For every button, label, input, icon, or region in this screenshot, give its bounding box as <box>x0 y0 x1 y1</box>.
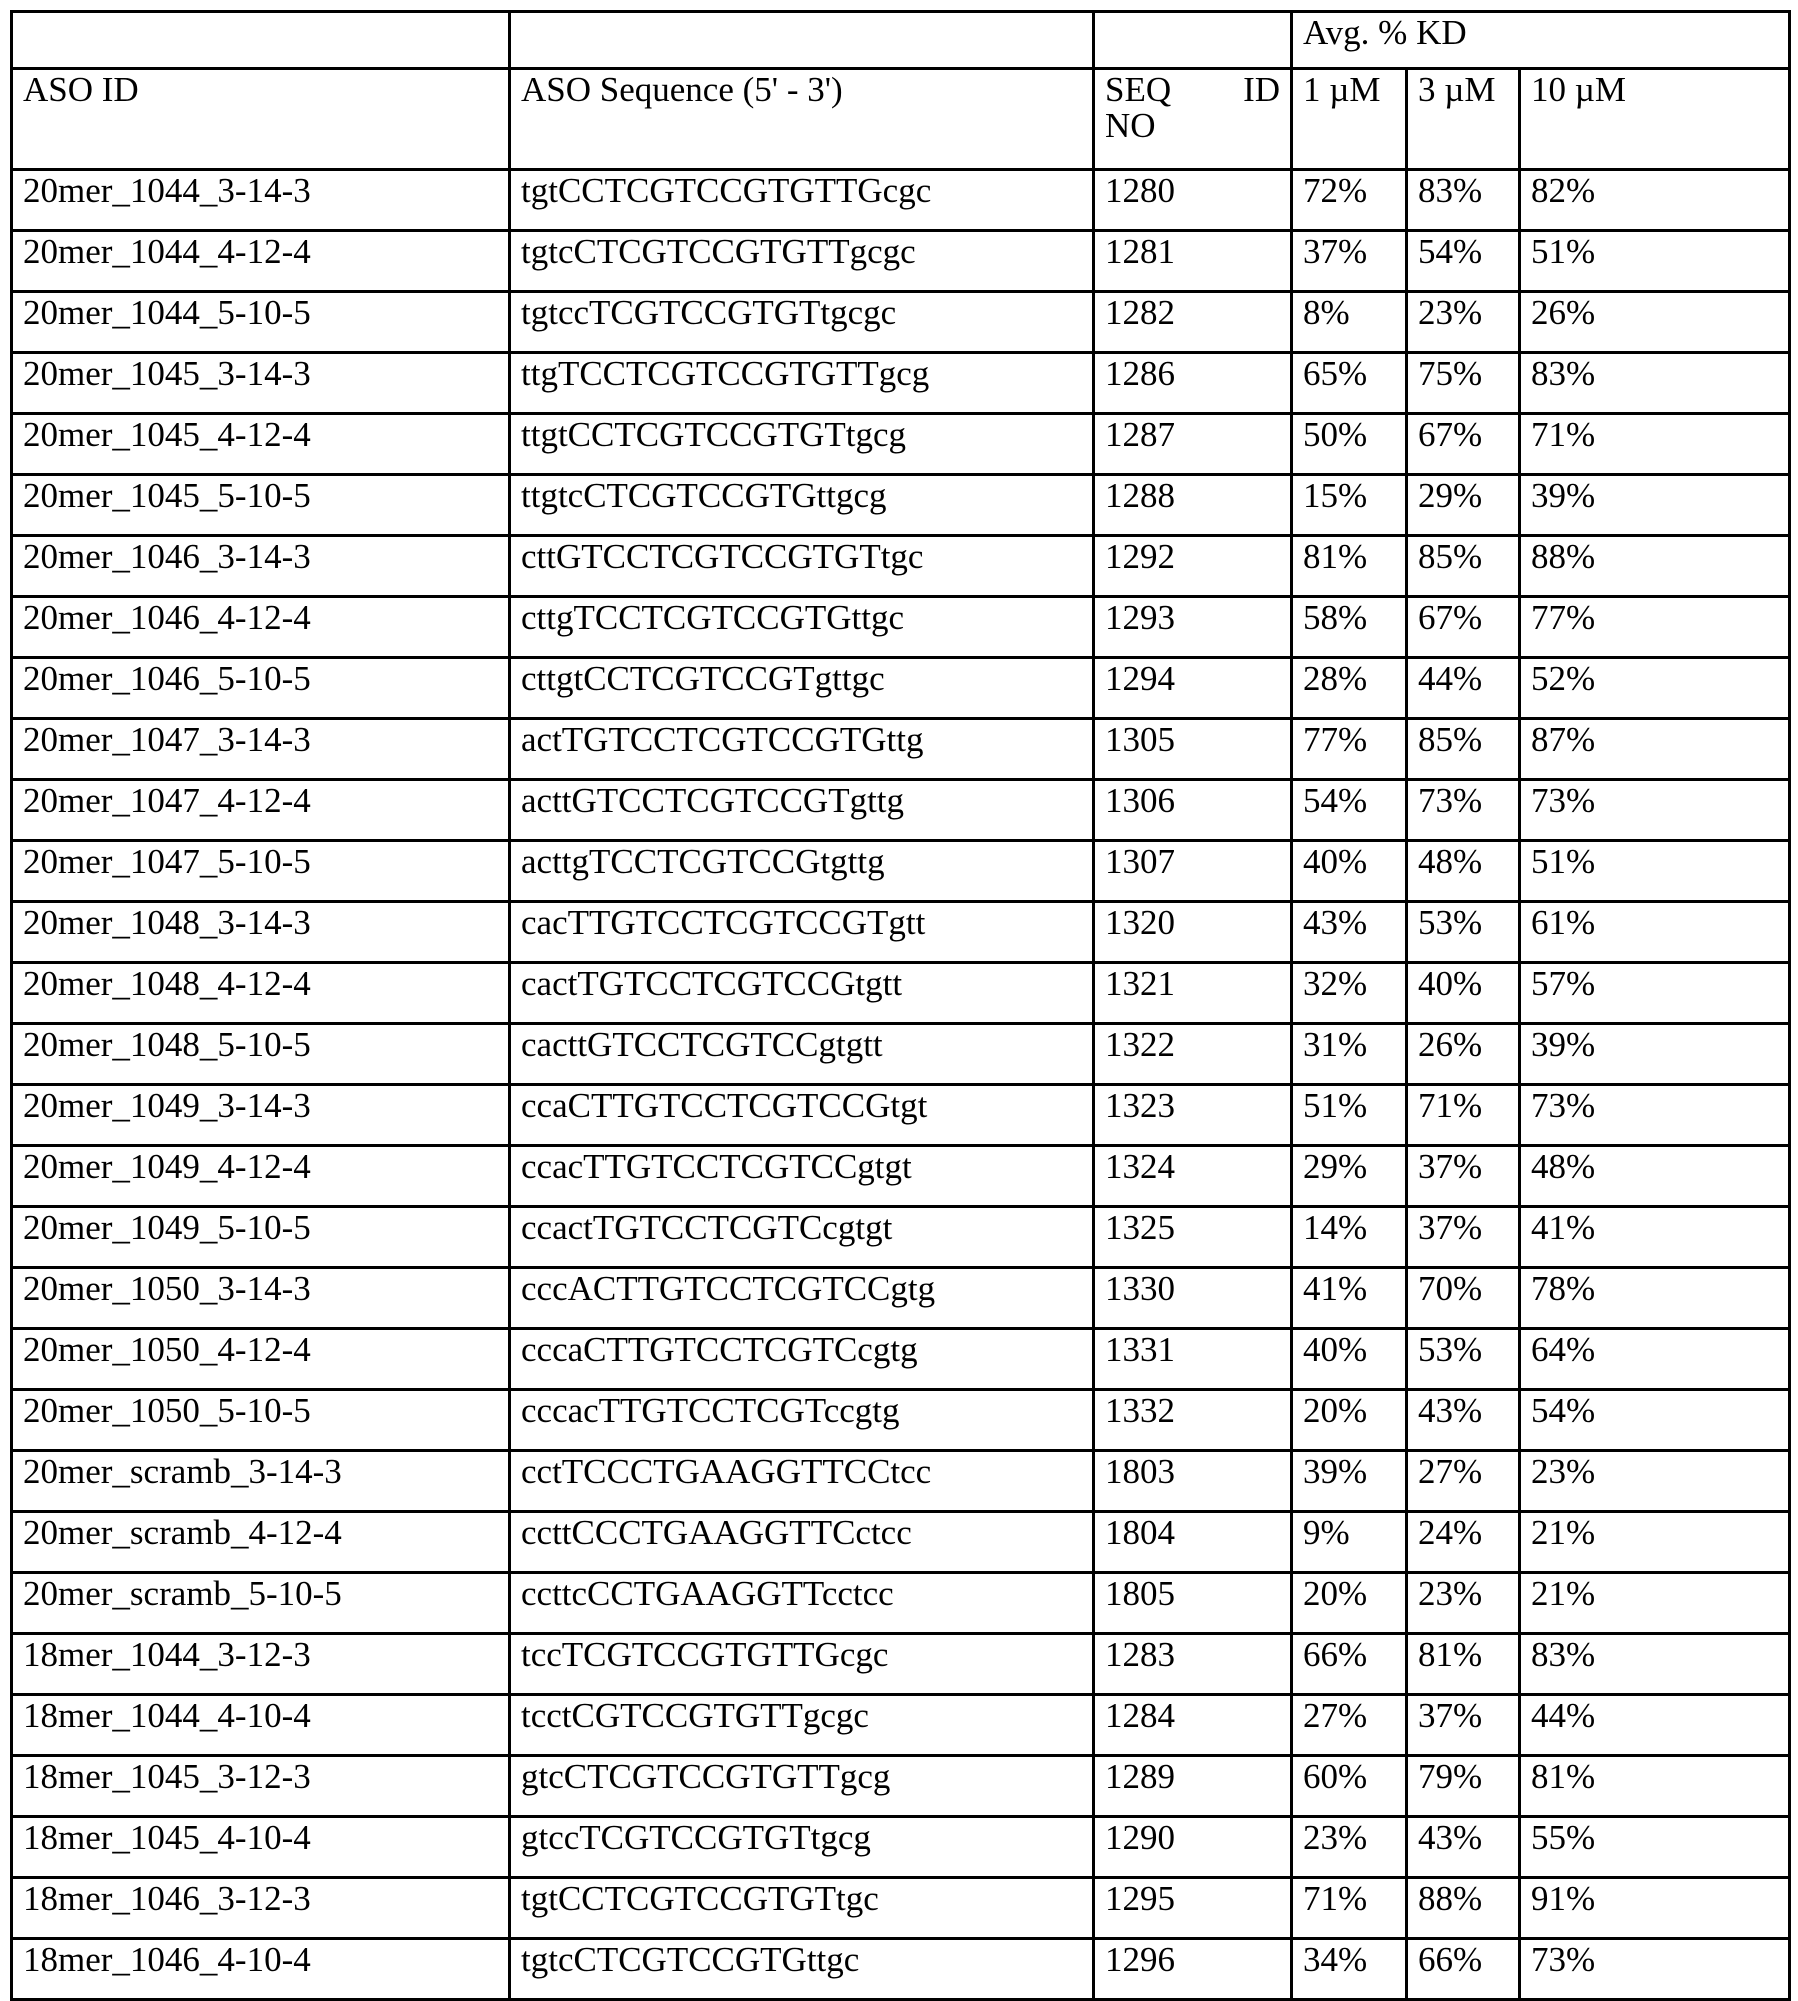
cell-kd-1um: 66% <box>1292 1634 1407 1695</box>
cell-kd-1um: 27% <box>1292 1695 1407 1756</box>
cell-aso-id: 20mer_1049_3-14-3 <box>12 1085 510 1146</box>
table-row <box>12 170 1790 231</box>
cell-kd-1um: 28% <box>1292 658 1407 719</box>
cell-kd-3um: 66% <box>1407 1939 1520 2000</box>
cell-aso-sequence: tgtCCTCGTCCGTGTtgc <box>510 1878 1094 1939</box>
cell-kd-10um: 61% <box>1520 902 1790 963</box>
column-header-dose-3um: 3 µM <box>1407 69 1520 170</box>
cell-kd-3um: 67% <box>1407 414 1520 475</box>
cell-aso-id: 20mer_1047_5-10-5 <box>12 841 510 902</box>
cell-kd-3um: 67% <box>1407 597 1520 658</box>
cell-kd-3um: 48% <box>1407 841 1520 902</box>
cell-aso-sequence: tgtCCTCGTCCGTGTTGcgc <box>510 170 1094 231</box>
cell-seq-id-no: 1283 <box>1094 1634 1292 1695</box>
cell-seq-id-no: 1805 <box>1094 1573 1292 1634</box>
cell-kd-1um: 51% <box>1292 1085 1407 1146</box>
cell-kd-3um: 37% <box>1407 1146 1520 1207</box>
table-row <box>12 292 1790 353</box>
cell-aso-id: 18mer_1045_3-12-3 <box>12 1756 510 1817</box>
cell-kd-3um: 29% <box>1407 475 1520 536</box>
cell-seq-id-no: 1330 <box>1094 1268 1292 1329</box>
cell-seq-id-no: 1290 <box>1094 1817 1292 1878</box>
cell-aso-sequence: cacTTGTCCTCGTCCGTgtt <box>510 902 1094 963</box>
cell-aso-sequence: tcctCGTCCGTGTTgcgc <box>510 1695 1094 1756</box>
cell-kd-3um: 37% <box>1407 1695 1520 1756</box>
cell-aso-id: 18mer_1045_4-10-4 <box>12 1817 510 1878</box>
cell-seq-id-no: 1331 <box>1094 1329 1292 1390</box>
cell-aso-id: 20mer_1046_4-12-4 <box>12 597 510 658</box>
cell-aso-sequence: ccttCCCTGAAGGTTCctcc <box>510 1512 1094 1573</box>
cell-aso-sequence: cccACTTGTCCTCGTCCgtg <box>510 1268 1094 1329</box>
table-row <box>12 841 1790 902</box>
cell-kd-3um: 23% <box>1407 1573 1520 1634</box>
column-header-aso-id: ASO ID <box>12 69 510 170</box>
table-row <box>12 1573 1790 1634</box>
cell-kd-1um: 39% <box>1292 1451 1407 1512</box>
header-row-columns <box>12 69 1790 170</box>
cell-aso-id: 20mer_1044_5-10-5 <box>12 292 510 353</box>
cell-kd-1um: 15% <box>1292 475 1407 536</box>
cell-aso-id: 20mer_1044_4-12-4 <box>12 231 510 292</box>
table-row <box>12 1756 1790 1817</box>
cell-seq-id-no: 1296 <box>1094 1939 1292 2000</box>
cell-kd-3um: 73% <box>1407 780 1520 841</box>
cell-kd-1um: 20% <box>1292 1390 1407 1451</box>
table-row <box>12 1268 1790 1329</box>
header-spacer-aso-id <box>12 12 510 69</box>
cell-seq-id-no: 1284 <box>1094 1695 1292 1756</box>
cell-kd-3um: 75% <box>1407 353 1520 414</box>
cell-aso-id: 20mer_1050_4-12-4 <box>12 1329 510 1390</box>
cell-kd-1um: 77% <box>1292 719 1407 780</box>
table-row <box>12 1024 1790 1085</box>
cell-kd-10um: 51% <box>1520 231 1790 292</box>
cell-aso-sequence: gtccTCGTCCGTGTtgcg <box>510 1817 1094 1878</box>
cell-kd-1um: 60% <box>1292 1756 1407 1817</box>
cell-seq-id-no: 1325 <box>1094 1207 1292 1268</box>
cell-kd-1um: 40% <box>1292 841 1407 902</box>
cell-seq-id-no: 1295 <box>1094 1878 1292 1939</box>
cell-aso-id: 20mer_1045_3-14-3 <box>12 353 510 414</box>
cell-seq-id-no: 1281 <box>1094 231 1292 292</box>
cell-kd-3um: 23% <box>1407 292 1520 353</box>
cell-kd-10um: 91% <box>1520 1878 1790 1939</box>
cell-kd-3um: 40% <box>1407 963 1520 1024</box>
cell-kd-10um: 39% <box>1520 475 1790 536</box>
cell-kd-3um: 43% <box>1407 1390 1520 1451</box>
cell-kd-10um: 77% <box>1520 597 1790 658</box>
cell-seq-id-no: 1289 <box>1094 1756 1292 1817</box>
cell-aso-sequence: tgtcCTCGTCCGTGttgc <box>510 1939 1094 2000</box>
cell-kd-1um: 14% <box>1292 1207 1407 1268</box>
cell-kd-10um: 48% <box>1520 1146 1790 1207</box>
cell-seq-id-no: 1280 <box>1094 170 1292 231</box>
cell-kd-1um: 54% <box>1292 780 1407 841</box>
table-row <box>12 1817 1790 1878</box>
table-row <box>12 1451 1790 1512</box>
cell-kd-1um: 81% <box>1292 536 1407 597</box>
cell-aso-id: 20mer_scramb_3-14-3 <box>12 1451 510 1512</box>
cell-aso-sequence: cttgtCCTCGTCCGTgttgc <box>510 658 1094 719</box>
table-row <box>12 1512 1790 1573</box>
cell-aso-sequence: ttgTCCTCGTCCGTGTTgcg <box>510 353 1094 414</box>
cell-aso-sequence: cccaCTTGTCCTCGTCcgtg <box>510 1329 1094 1390</box>
header-spacer-sequence <box>510 12 1094 69</box>
header-avg-percent-kd: Avg. % KD <box>1292 12 1790 69</box>
cell-kd-10um: 73% <box>1520 1939 1790 2000</box>
table-row <box>12 963 1790 1024</box>
table-row <box>12 1390 1790 1451</box>
cell-seq-id-no: 1803 <box>1094 1451 1292 1512</box>
table-body <box>12 170 1790 2000</box>
cell-kd-3um: 37% <box>1407 1207 1520 1268</box>
column-header-dose-10um: 10 µM <box>1520 69 1790 170</box>
cell-kd-1um: 31% <box>1292 1024 1407 1085</box>
cell-aso-id: 20mer_1050_3-14-3 <box>12 1268 510 1329</box>
cell-aso-id: 20mer_1049_5-10-5 <box>12 1207 510 1268</box>
cell-kd-10um: 52% <box>1520 658 1790 719</box>
cell-kd-3um: 43% <box>1407 1817 1520 1878</box>
cell-kd-1um: 9% <box>1292 1512 1407 1573</box>
cell-aso-sequence: ccacTTGTCCTCGTCCgtgt <box>510 1146 1094 1207</box>
table-row <box>12 1878 1790 1939</box>
cell-kd-1um: 20% <box>1292 1573 1407 1634</box>
header-spacer-seq-id-no <box>1094 12 1292 69</box>
cell-aso-sequence: cctTCCCTGAAGGTTCCtcc <box>510 1451 1094 1512</box>
cell-aso-id: 20mer_1046_5-10-5 <box>12 658 510 719</box>
cell-aso-sequence: cttgTCCTCGTCCGTGttgc <box>510 597 1094 658</box>
cell-seq-id-no: 1320 <box>1094 902 1292 963</box>
cell-aso-id: 20mer_1048_4-12-4 <box>12 963 510 1024</box>
table-header <box>12 12 1790 170</box>
table-row <box>12 231 1790 292</box>
table-row <box>12 353 1790 414</box>
table-row <box>12 1695 1790 1756</box>
cell-aso-id: 20mer_1046_3-14-3 <box>12 536 510 597</box>
cell-seq-id-no: 1324 <box>1094 1146 1292 1207</box>
cell-aso-sequence: tgtccTCGTCCGTGTtgcgc <box>510 292 1094 353</box>
cell-kd-3um: 54% <box>1407 231 1520 292</box>
cell-seq-id-no: 1286 <box>1094 353 1292 414</box>
cell-kd-10um: 88% <box>1520 536 1790 597</box>
cell-aso-sequence: cccacTTGTCCTCGTccgtg <box>510 1390 1094 1451</box>
cell-kd-3um: 85% <box>1407 719 1520 780</box>
table-row <box>12 1146 1790 1207</box>
cell-aso-sequence: tgtcCTCGTCCGTGTTgcgc <box>510 231 1094 292</box>
cell-kd-10um: 81% <box>1520 1756 1790 1817</box>
cell-kd-10um: 21% <box>1520 1512 1790 1573</box>
cell-kd-10um: 64% <box>1520 1329 1790 1390</box>
cell-kd-10um: 51% <box>1520 841 1790 902</box>
cell-seq-id-no: 1305 <box>1094 719 1292 780</box>
cell-aso-sequence: cactTGTCCTCGTCCGtgtt <box>510 963 1094 1024</box>
cell-kd-10um: 71% <box>1520 414 1790 475</box>
table-row <box>12 902 1790 963</box>
cell-kd-10um: 44% <box>1520 1695 1790 1756</box>
table-row <box>12 719 1790 780</box>
cell-kd-1um: 71% <box>1292 1878 1407 1939</box>
cell-aso-id: 20mer_1045_4-12-4 <box>12 414 510 475</box>
cell-kd-3um: 53% <box>1407 1329 1520 1390</box>
cell-kd-10um: 54% <box>1520 1390 1790 1451</box>
cell-aso-sequence: tccTCGTCCGTGTTGcgc <box>510 1634 1094 1695</box>
cell-seq-id-no: 1294 <box>1094 658 1292 719</box>
cell-aso-sequence: ttgtCCTCGTCCGTGTtgcg <box>510 414 1094 475</box>
cell-aso-id: 18mer_1046_3-12-3 <box>12 1878 510 1939</box>
cell-seq-id-no: 1332 <box>1094 1390 1292 1451</box>
cell-kd-10um: 73% <box>1520 780 1790 841</box>
cell-seq-id-no: 1323 <box>1094 1085 1292 1146</box>
column-header-aso-sequence: ASO Sequence (5' - 3') <box>510 69 1094 170</box>
cell-seq-id-no: 1804 <box>1094 1512 1292 1573</box>
cell-kd-10um: 55% <box>1520 1817 1790 1878</box>
table-row <box>12 475 1790 536</box>
cell-aso-sequence: ttgtcCTCGTCCGTGttgcg <box>510 475 1094 536</box>
seq-id-no-word-id: ID <box>1243 70 1280 109</box>
cell-aso-id: 20mer_1048_5-10-5 <box>12 1024 510 1085</box>
cell-aso-sequence: cacttGTCCTCGTCCgtgtt <box>510 1024 1094 1085</box>
cell-kd-3um: 26% <box>1407 1024 1520 1085</box>
table-row <box>12 1085 1790 1146</box>
cell-kd-10um: 57% <box>1520 963 1790 1024</box>
cell-aso-id: 20mer_1045_5-10-5 <box>12 475 510 536</box>
cell-kd-3um: 85% <box>1407 536 1520 597</box>
cell-aso-id: 18mer_1046_4-10-4 <box>12 1939 510 2000</box>
cell-seq-id-no: 1287 <box>1094 414 1292 475</box>
cell-kd-3um: 70% <box>1407 1268 1520 1329</box>
cell-kd-3um: 44% <box>1407 658 1520 719</box>
cell-kd-3um: 88% <box>1407 1878 1520 1939</box>
cell-aso-id: 18mer_1044_4-10-4 <box>12 1695 510 1756</box>
cell-seq-id-no: 1282 <box>1094 292 1292 353</box>
cell-aso-sequence: cttGTCCTCGTCCGTGTtgc <box>510 536 1094 597</box>
cell-kd-10um: 73% <box>1520 1085 1790 1146</box>
table-row <box>12 780 1790 841</box>
cell-kd-10um: 21% <box>1520 1573 1790 1634</box>
cell-kd-3um: 81% <box>1407 1634 1520 1695</box>
cell-kd-3um: 79% <box>1407 1756 1520 1817</box>
cell-aso-id: 20mer_1047_4-12-4 <box>12 780 510 841</box>
cell-kd-1um: 29% <box>1292 1146 1407 1207</box>
table-row <box>12 1634 1790 1695</box>
cell-aso-sequence: actTGTCCTCGTCCGTGttg <box>510 719 1094 780</box>
table-row <box>12 658 1790 719</box>
cell-aso-id: 20mer_1047_3-14-3 <box>12 719 510 780</box>
cell-kd-10um: 87% <box>1520 719 1790 780</box>
cell-kd-1um: 65% <box>1292 353 1407 414</box>
cell-seq-id-no: 1321 <box>1094 963 1292 1024</box>
cell-kd-1um: 23% <box>1292 1817 1407 1878</box>
cell-seq-id-no: 1307 <box>1094 841 1292 902</box>
cell-kd-10um: 83% <box>1520 1634 1790 1695</box>
table-row <box>12 1207 1790 1268</box>
cell-kd-3um: 83% <box>1407 170 1520 231</box>
cell-seq-id-no: 1288 <box>1094 475 1292 536</box>
seq-id-no-word-no: NO <box>1105 106 1156 146</box>
cell-kd-3um: 71% <box>1407 1085 1520 1146</box>
aso-knockdown-table <box>10 10 1791 2001</box>
cell-seq-id-no: 1293 <box>1094 597 1292 658</box>
table-row <box>12 414 1790 475</box>
cell-kd-10um: 78% <box>1520 1268 1790 1329</box>
column-header-seq-id-no <box>1094 69 1292 170</box>
cell-seq-id-no: 1306 <box>1094 780 1292 841</box>
cell-aso-id: 20mer_scramb_4-12-4 <box>12 1512 510 1573</box>
cell-seq-id-no: 1292 <box>1094 536 1292 597</box>
cell-aso-id: 20mer_1049_4-12-4 <box>12 1146 510 1207</box>
cell-aso-sequence: ccactTGTCCTCGTCcgtgt <box>510 1207 1094 1268</box>
cell-aso-sequence: acttGTCCTCGTCCGTgttg <box>510 780 1094 841</box>
cell-kd-10um: 41% <box>1520 1207 1790 1268</box>
cell-aso-id: 20mer_1050_5-10-5 <box>12 1390 510 1451</box>
cell-aso-id: 20mer_scramb_5-10-5 <box>12 1573 510 1634</box>
column-header-dose-1um: 1 µM <box>1292 69 1407 170</box>
cell-kd-1um: 37% <box>1292 231 1407 292</box>
cell-kd-10um: 23% <box>1520 1451 1790 1512</box>
cell-aso-id: 20mer_1048_3-14-3 <box>12 902 510 963</box>
cell-aso-sequence: gtcCTCGTCCGTGTTgcg <box>510 1756 1094 1817</box>
table-row <box>12 1329 1790 1390</box>
cell-kd-1um: 50% <box>1292 414 1407 475</box>
table-row <box>12 1939 1790 2000</box>
cell-kd-1um: 43% <box>1292 902 1407 963</box>
cell-aso-sequence: ccttcCCTGAAGGTTcctcc <box>510 1573 1094 1634</box>
cell-kd-10um: 26% <box>1520 292 1790 353</box>
cell-kd-1um: 32% <box>1292 963 1407 1024</box>
cell-kd-1um: 41% <box>1292 1268 1407 1329</box>
cell-kd-1um: 34% <box>1292 1939 1407 2000</box>
cell-aso-sequence: acttgTCCTCGTCCGtgttg <box>510 841 1094 902</box>
seq-id-no-word-seq: SEQ <box>1105 70 1172 109</box>
cell-kd-3um: 27% <box>1407 1451 1520 1512</box>
cell-kd-1um: 72% <box>1292 170 1407 231</box>
cell-kd-3um: 24% <box>1407 1512 1520 1573</box>
cell-kd-10um: 39% <box>1520 1024 1790 1085</box>
cell-seq-id-no: 1322 <box>1094 1024 1292 1085</box>
table-row <box>12 597 1790 658</box>
cell-kd-1um: 8% <box>1292 292 1407 353</box>
cell-aso-id: 18mer_1044_3-12-3 <box>12 1634 510 1695</box>
table-row <box>12 536 1790 597</box>
cell-kd-10um: 82% <box>1520 170 1790 231</box>
header-row-group <box>12 12 1790 69</box>
cell-aso-id: 20mer_1044_3-14-3 <box>12 170 510 231</box>
cell-kd-10um: 83% <box>1520 353 1790 414</box>
cell-kd-1um: 58% <box>1292 597 1407 658</box>
cell-aso-sequence: ccaCTTGTCCTCGTCCGtgt <box>510 1085 1094 1146</box>
cell-kd-3um: 53% <box>1407 902 1520 963</box>
cell-kd-1um: 40% <box>1292 1329 1407 1390</box>
